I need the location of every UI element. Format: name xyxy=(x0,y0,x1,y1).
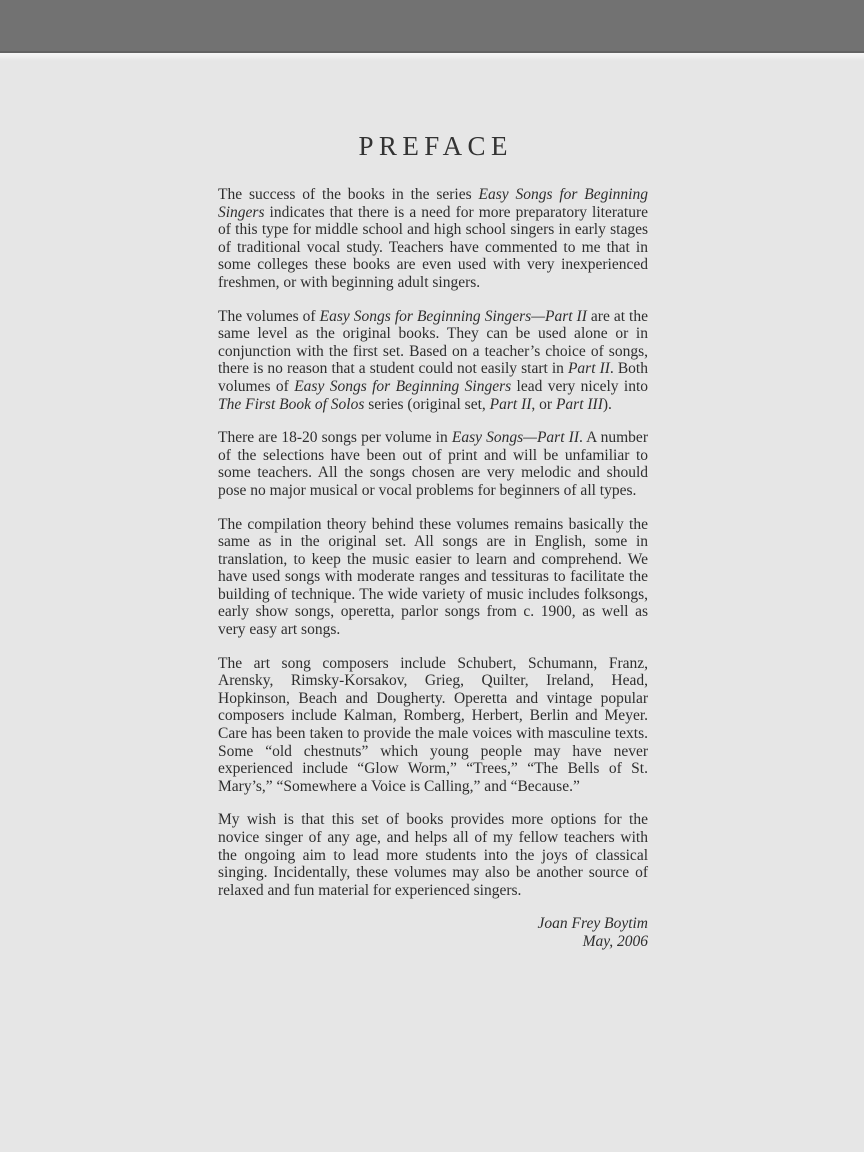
paragraph xyxy=(218,429,648,499)
body-text: indicates that there is a need for more preparatory literature of this type for middle school and high school singers in early stages of traditional vocal study. Teachers have commented to me that in some colleges these books are even used with very inexperienced freshmen, or with beginning adult singers. xyxy=(218,203,648,291)
body-text: . Both volumes of xyxy=(218,360,648,395)
paragraph xyxy=(218,516,648,639)
body-text: The volumes of xyxy=(218,307,320,325)
italic-title-text: Easy Songs for Beginning Singers xyxy=(294,377,512,395)
body-text: My wish is that this set of books provides more options for the novice singer of any age, and helps all of my fellow teachers with the ongoing aim to lead more students into the joys of classical singing. Incidentally, these volumes may also be another source of relaxed and fun material for experienced singers. xyxy=(218,811,648,899)
italic-title-text: Part III xyxy=(555,395,603,413)
page-edge-highlight xyxy=(0,53,864,61)
body-text: , or xyxy=(531,395,556,413)
italic-title-text: The First Book of Solos xyxy=(218,395,365,413)
paragraph xyxy=(218,186,648,292)
signature-block xyxy=(218,915,648,951)
italic-title-text: Easy Songs—Part II xyxy=(451,429,579,447)
body-text: series (original set, xyxy=(364,395,490,413)
italic-title-text: Easy Songs for Beginning Singers xyxy=(218,186,648,221)
top-binding-bar xyxy=(0,0,864,53)
body-text: are at the same level as the original books. They can be used alone or in conjunction with the first set. Based on a teacher’s choice of songs, there is no reason that a student could not easily start in xyxy=(218,307,648,378)
body-text: . A number of the selections have been out of print and will be unfamiliar to some teachers. All the songs chosen are very melodic and should pose no major musical or vocal problems for beginners of all types. xyxy=(218,429,648,499)
body-text: The art song composers include Schubert, Schumann, Franz, Arensky, Rimsky-Korsakov, Grieg, Quilter, Ireland, Head, Hopkinson, Beach and Dougherty. Operetta and vintage popular composers include Kalman, Romberg, Herbert, Berlin and Meyer. Care has been taken to provide the male voices with masculine texts. Some “old chestnuts” which young people may have never experienced include “Glow Worm,” “Trees,” “The Bells of St. Mary’s,” “Somewhere a Voice is Calling,” and “Because.” xyxy=(218,654,648,795)
paragraph xyxy=(218,811,648,899)
page-title: PREFACE xyxy=(358,131,513,161)
body-text: The compilation theory behind these volumes remains basically the same as in the original set. All songs are in English, some in translation, to keep the music easier to learn and comprehend. We have used songs with moderate ranges and tessituras to facilitate the building of technique. The wide variety of music includes folksongs, early show songs, operetta, parlor songs from c. 1900, as well as very easy art songs. xyxy=(218,515,648,639)
paragraph xyxy=(218,308,648,414)
preface-paragraphs xyxy=(218,186,648,899)
body-text: lead very nicely into xyxy=(511,377,648,395)
body-text: ). xyxy=(602,395,612,413)
italic-title-text: Part II xyxy=(567,360,610,378)
italic-title-text: Part II xyxy=(489,395,532,413)
signature-name: Joan Frey Boytim xyxy=(537,915,648,933)
body-text: There are 18-20 songs per volume in xyxy=(218,429,452,447)
signature-date: May, 2006 xyxy=(582,933,648,951)
italic-title-text: Easy Songs for Beginning Singers—Part II xyxy=(319,307,587,325)
body-text: The success of the books in the series xyxy=(218,186,479,203)
paragraph xyxy=(218,655,648,796)
preface-page-body xyxy=(218,131,648,951)
